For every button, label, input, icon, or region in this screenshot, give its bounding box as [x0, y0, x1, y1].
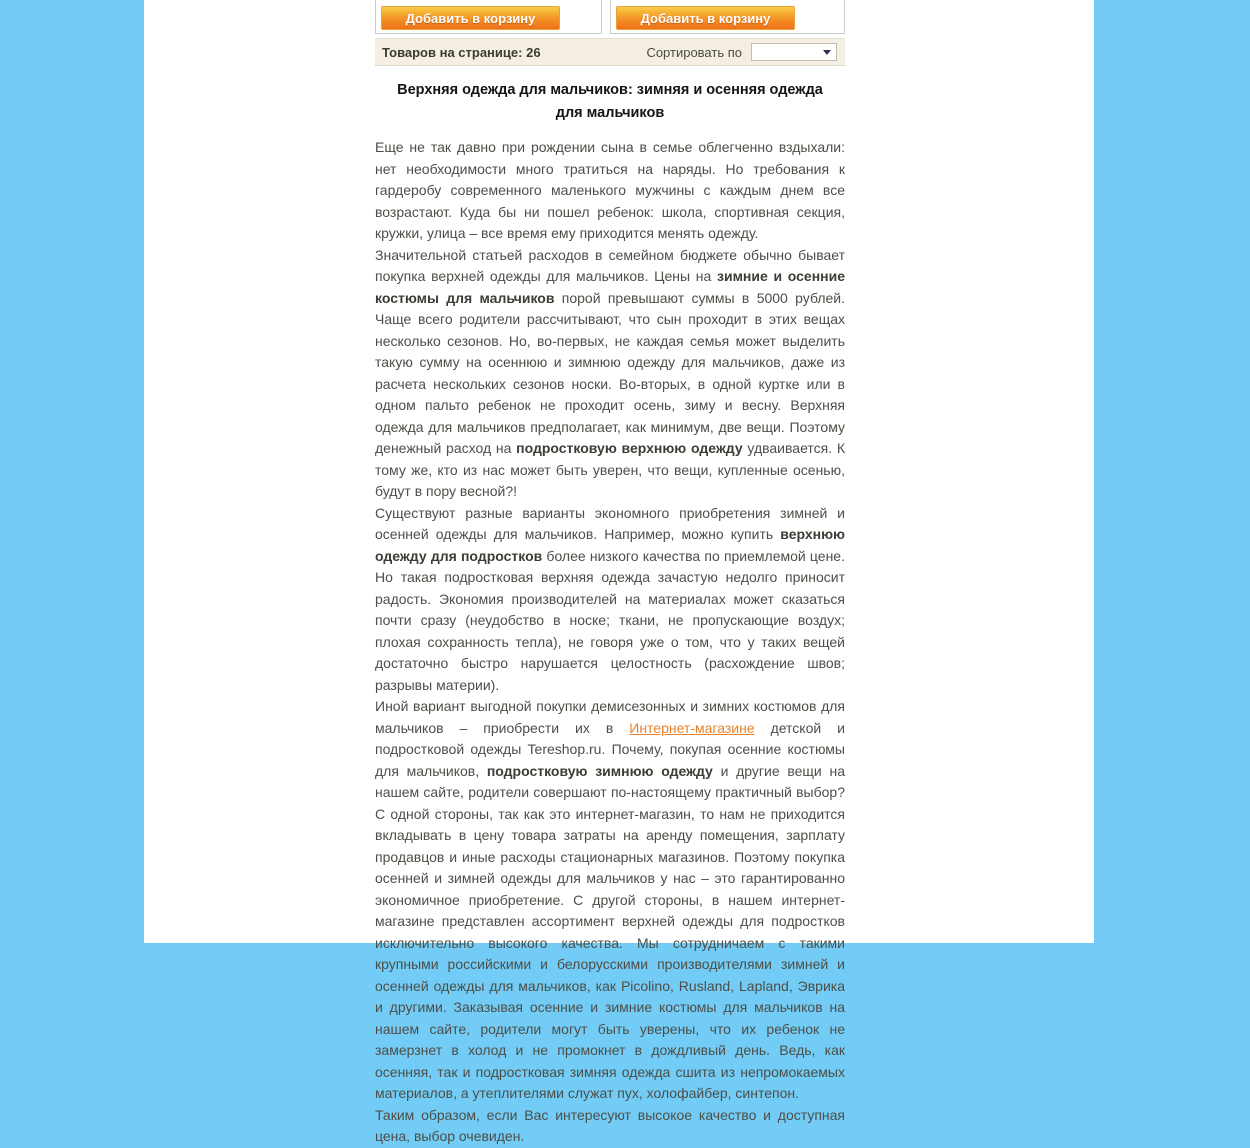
article-paragraph	[375, 1105, 845, 1148]
chevron-down-icon	[823, 50, 831, 55]
bold-keyword: верхнюю одежду для подростков	[375, 526, 845, 564]
article-paragraph	[375, 696, 845, 1105]
article-paragraph	[375, 503, 845, 697]
text-run: Иной вариант выгодной покупки демисезонных и зимних костюмов для мальчиков – приобрести их в	[375, 698, 845, 736]
bold-keyword: подростковую верхнюю одежду	[516, 440, 743, 456]
items-count-label: Товаров на странице:	[382, 44, 523, 60]
product-grid-row	[375, 0, 845, 34]
items-count	[382, 45, 541, 60]
product-cell	[375, 0, 602, 34]
article-paragraph	[375, 137, 845, 245]
product-cell	[610, 0, 845, 34]
catalog-toolbar	[375, 38, 845, 66]
article-body	[375, 137, 845, 1148]
content-sheet	[144, 0, 1094, 1144]
text-run: Существуют разные варианты экономного приобретения зимней и осенней одежды для мальчиков. Например, можно купить	[375, 504, 845, 542]
inline-link[interactable]: Интернет-магазине	[629, 719, 755, 736]
bold-keyword: зимние и осенние костюмы для мальчиков	[375, 268, 845, 306]
article-paragraph	[375, 245, 845, 503]
text-run: Таким образом, если Вас интересуют высокое качество и доступная цена, выбор очевиден.	[375, 1106, 845, 1144]
page-title: Верхняя одежда для мальчиков: зимняя и осенняя одежда для мальчиков	[397, 82, 823, 121]
bold-keyword: подростковую зимнюю одежду	[486, 762, 713, 779]
add-to-cart-button[interactable]: Добавить в корзину	[616, 6, 795, 30]
text-run: Еще не так давно при рождении сына в семье облегченно вздыхали: нет необходимости много тратиться на наряды. Но требования к гардеробу современного маленького мужчины с каждым днем все возрастают. Куда бы ни пошел ребенок: школа, спортивная секция, кружки, улица – все время ему приходится менять одежду.	[375, 139, 845, 241]
text-run: удваивается. К тому же, кто из нас может быть уверен, что вещи, купленные осенью, будут в пору весной?!	[375, 440, 846, 499]
sort-select[interactable]	[751, 43, 837, 61]
content-column	[375, 0, 845, 1148]
sort-label: Сортировать по	[646, 44, 742, 60]
text-run: порой превышают суммы в 5000 рублей. Чаще всего родители рассчитывают, что сын проходит в этих вещах несколько сезонов. Но, во-первых, не каждая семья может выделить такую сумму на осеннюю и зимнюю одежду для мальчиков, даже из расчета нескольких сезонов носки. Во-вторых, в одной куртке или в одном пальто ребенок не проходит осень, зиму и весну. Верхняя одежда для мальчиков предполагает, как минимум, две вещи. Поэтому денежный расход на	[375, 289, 845, 456]
text-run: детской и подростковой одежды Tereshop.ru. Почему, покупая осенние костюмы для мальчиков,	[375, 719, 845, 779]
items-count-value: 26	[526, 44, 541, 60]
text-run: более низкого качества по приемлемой цене. Но такая подростковая верхняя одежда зачастую недолго приносит радость. Экономия производителей на материалах может сказаться почти сразу (неудобство в носке; ткани, не пропускающие воздух; плохая сохранность тепла), не говоря уже о том, что у таких вещей достаточно быстро нарушается целостность (расхождение швов; разрывы материи).	[375, 547, 845, 693]
text-run: Значительной статьей расходов в семейном бюджете обычно бывает покупка верхней одежды для мальчиков. Цены на	[375, 246, 845, 284]
add-to-cart-button[interactable]: Добавить в корзину	[381, 6, 560, 30]
text-run: и другие вещи на нашем сайте, родители совершают по-настоящему практичный выбор? С одной стороны, так как это интернет-магазин, то нам не приходится вкладывать в цену товара затраты на аренду помещения, зарплату продавцов и иные расходы стационарных магазинов. Поэтому покупка осенней и зимней одежды для мальчиков у нас – это гарантированно экономичное приобретение. С другой стороны, в нашем интернет-магазине представлен ассортимент верхней одежды для подростков исключительно высокого качества. Мы сотрудничаем с такими крупными российскими и белорусскими производителями зимней и осенней одежды для мальчиков, как Picolino, Rusland, Lapland, Эврика и другими. Заказывая осенние и зимние костюмы для мальчиков на нашем сайте, родители могут быть уверены, что их ребенок не замерзнет в холод и не промокнет в дождливый день. Ведь, как осенняя, так и подростковая зимняя одежда сшита из непромокаемых материалов, а утеплителями служат пух, холофайбер, синтепон.	[375, 762, 845, 1101]
sort-group	[646, 43, 837, 61]
